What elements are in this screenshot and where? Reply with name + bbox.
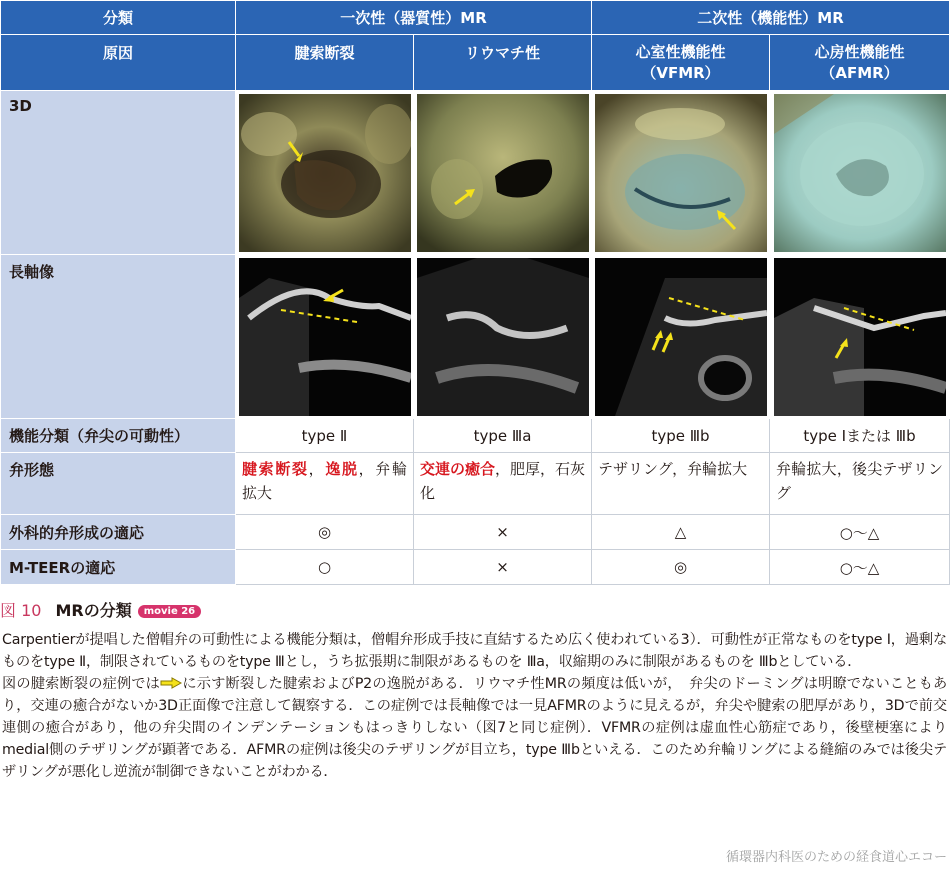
long-axis-afmr-image [770,255,950,419]
morph-sep: ， [308,460,326,478]
surgical-chordal: ◎ [236,515,414,550]
header-vfmr-line1: 心室性機能性 [635,42,726,61]
mteer-vfmr: ◎ [592,550,770,585]
morphology-afmr: 弁輪拡大，後尖テザリング [770,453,950,515]
surgical-rheumatic: × [414,515,592,550]
morphology-chordal [236,453,414,515]
morph-chordal-rest: ，弁輪拡大 [242,460,407,502]
row-label-morphology: 弁形態 [1,453,236,515]
row-label-3d: 3D [1,91,236,255]
row-label-long-axis: 長軸像 [1,255,236,419]
header-rheumatic: リウマチ性 [414,35,592,91]
3d-rheumatic-image [414,91,592,255]
header-vfmr [592,35,770,91]
header-afmr-line1: 心房性機能性 [814,42,905,61]
caption-paragraph-2 [2,673,947,783]
morph-red-chordal-rupture: 腱索断裂 [242,460,309,478]
3d-chordal-rupture-image [236,91,414,255]
functional-chordal: type Ⅱ [236,419,414,453]
header-classification: 分類 [1,1,236,35]
mteer-chordal: ○ [236,550,414,585]
header-cause: 原因 [1,35,236,91]
header-vfmr-line2: （VFMR） [641,63,720,82]
para2-before: 図の腱索断裂の症例では [2,676,161,692]
header-secondary-mr: 二次性（機能性）MR [592,1,950,35]
running-footer: 循環器内科医のための経食道心エコー [725,850,947,865]
morph-red-prolapse: 逸脱 [325,460,359,478]
figure-number: 図 10 [0,601,42,620]
caption-paragraph-1: Carpentierが提唱した僧帽弁の可動性による機能分類は，僧帽弁形成手技に直結するため広く使われている3）．可動性が正常なものをtype Ⅰ，過剰なものをtype Ⅱ，制限されているものをtype Ⅲとし，うち拡張期に制限があるものを Ⅲa，収縮期のみに制限があるものを Ⅲbとしている． [2,632,947,670]
3d-vfmr-image [592,91,770,255]
movie-badge[interactable]: movie 26 [138,605,201,618]
morphology-rheumatic [414,453,592,515]
long-axis-rheumatic-image [414,255,592,419]
morph-red-commissure: 交連の癒合 [420,460,496,478]
mteer-rheumatic: × [414,550,592,585]
functional-afmr: type Ⅰまたは Ⅲb [770,419,950,453]
morph-rheumatic-rest: ，肥厚，石灰化 [420,460,586,502]
functional-vfmr: type Ⅲb [592,419,770,453]
row-label-mteer: M-TEERの適応 [1,550,236,585]
surgical-afmr: ○〜△ [770,515,950,550]
surgical-vfmr: △ [592,515,770,550]
3d-afmr-image [770,91,950,255]
para2-after: に示す断裂した腱索およびP2の逸脱がある．リウマチ性MRの頻度は低いが， 弁尖のドーミングは明瞭でないこともあり，交連の癒合がないか3D正面像で注意して観察する．この症例では長軸像では一見AFMRのように見えるが，弁尖や腱索の肥厚があり，3Dで前交連側の癒合があり，他の弁尖間のインデンテーションもはっきりしない（図7と同じ症例）．VFMRの症例は虚血性心筋症であり，後壁梗塞によりmedial側のテザリングが顕著である．AFMRの症例は後尖のテザリングが目立ち，type Ⅲbといえる．このため弁輪リングによる縫縮のみでは後尖テザリングが悪化し逆流が制御できないことがわかる． [2,676,947,780]
mteer-afmr: ○〜△ [770,550,950,585]
long-axis-vfmr-image [592,255,770,419]
row-label-surgical: 外科的弁形成の適応 [1,515,236,550]
header-chordal-rupture: 腱索断裂 [236,35,414,91]
yellow-arrow-icon [160,677,182,689]
header-afmr [770,35,950,91]
header-primary-mr: 一次性（器質性）MR [236,1,592,35]
functional-rheumatic: type Ⅲa [414,419,592,453]
long-axis-chordal-rupture-image [236,255,414,419]
header-afmr-line2: （AFMR） [820,63,899,82]
figure-heading [0,598,951,621]
figure-title: MRの分類 [55,601,132,620]
figure-caption [0,598,951,783]
row-label-functional: 機能分類（弁尖の可動性） [1,419,236,453]
morphology-vfmr: テザリング，弁輪拡大 [592,453,770,515]
